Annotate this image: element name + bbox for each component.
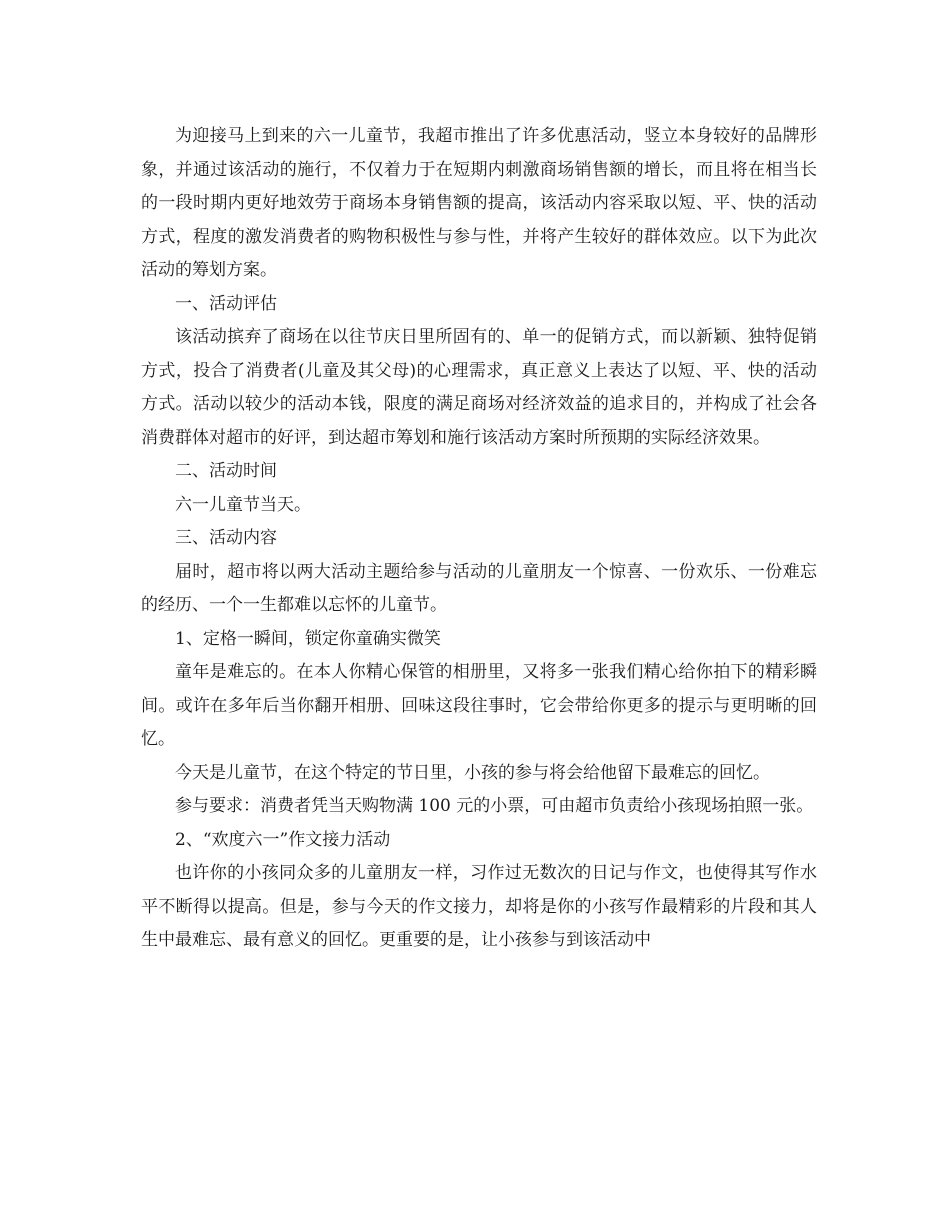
document-body xyxy=(141,120,817,958)
essay-paragraph: 也许你的小孩同众多的儿童朋友一样，习作过无数次的日记与作文，也使得其写作水平不断得以提高。但是，参与今天的作文接力，却将是你的小孩写作最精彩的片段和其人生中最难忘、最有意义的回忆。更重要的是，让小孩参与到该活动中 xyxy=(141,863,817,950)
evaluation-paragraph: 该活动摈弃了商场在以往节庆日里所固有的、单一的促销方式，而以新颖、独特促销方式，投合了消费者(儿童及其父母)的心理需求，真正意义上表达了以短、平、快的活动方式。活动以较少的活动本钱，限度的满足商场对经济效益的追求目的，并构成了社会各消费群体对超市的好评，到达超市筹划和施行该活动方案时所预期的实际经济效果。 xyxy=(141,327,817,448)
subheading-essay: 2、“欢度六一”作文接力活动 xyxy=(175,829,391,850)
photo-paragraph: 童年是难忘的。在本人你精心保管的相册里，又将多一张我们精心给你拍下的精彩瞬间。或许在多年后当你翻开相册、回味这段往事时，它会带给你更多的提示与更明晰的回忆。 xyxy=(141,662,817,749)
subheading-photo: 1、定格一瞬间，锁定你童确实微笑 xyxy=(175,628,441,649)
section-heading-content: 三、活动内容 xyxy=(175,528,277,548)
photo-paragraph-2: 今天是儿童节，在这个特定的节日里，小孩的参与将会给他留下最难忘的回忆。 xyxy=(175,762,770,783)
intro-paragraph: 为迎接马上到来的六一儿童节，我超市推出了许多优惠活动，竖立本身较好的品牌形象，并通过该活动的施行，不仅着力于在短期内刺激商场销售额的增长，而且将在相当长的一段时期内更好地效劳于商场本身销售额的提高，该活动内容采取以短、平、快的活动方式，程度的激发消费者的购物积极性与参与性，并将产生较好的群体效应。以下为此次活动的筹划方案。 xyxy=(141,126,817,280)
content-paragraph: 届时，超市将以两大活动主题给参与活动的儿童朋友一个惊喜、一份欢乐、一份难忘的经历、一个一生都难以忘怀的儿童节。 xyxy=(141,561,817,615)
section-heading-evaluation: 一、活动评估 xyxy=(175,293,277,314)
section-heading-time: 二、活动时间 xyxy=(175,461,277,481)
time-paragraph: 六一儿童节当天。 xyxy=(175,494,311,515)
photo-requirements: 参与要求：消费者凭当天购物满 100 元的小票，可由超市负责给小孩现场拍照一张。 xyxy=(175,796,814,816)
